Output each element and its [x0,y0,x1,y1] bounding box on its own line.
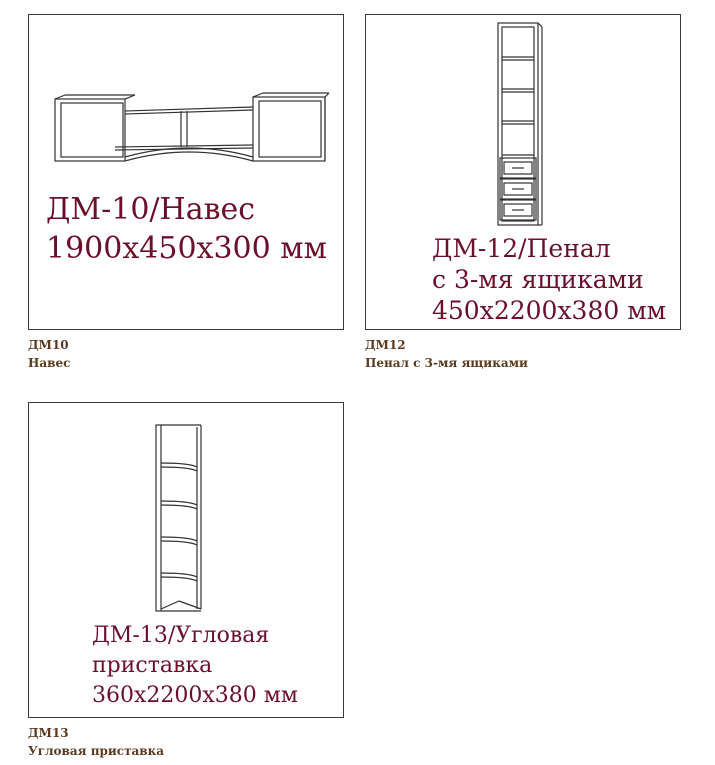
product-label-dm13 [92,621,298,711]
label-line: 1900x450x300 мм [46,231,327,266]
product-caption-dm12 [365,336,528,372]
product-code[interactable]: ДМ13 [28,726,69,740]
product-caption-dm10 [28,336,70,372]
product-caption-dm13 [28,724,164,760]
product-image-dm13[interactable] [28,402,344,718]
label-line: ДМ-10/Навес [46,192,256,227]
product-image-dm12[interactable] [365,14,681,330]
product-code[interactable]: ДМ12 [365,338,406,352]
label-line: ДМ-12/Пенал [432,234,611,263]
product-name[interactable]: Навес [28,356,71,370]
product-code[interactable]: ДМ10 [28,338,69,352]
label-line: 450x2200x380 мм [432,296,667,325]
label-line: с 3-мя ящиками [432,265,644,294]
label-line: ДМ-13/Угловая [92,623,270,648]
product-label-dm12 [432,233,666,326]
product-name[interactable]: Пенал с 3-мя ящиками [365,356,528,370]
product-image-dm10[interactable] [28,14,344,330]
label-line: приставка [92,653,213,678]
hanging-shelf-drawing [29,15,345,331]
product-name[interactable]: Угловая приставка [28,744,165,758]
product-label-dm10 [46,190,327,268]
label-line: 360x2200x380 мм [92,683,299,708]
